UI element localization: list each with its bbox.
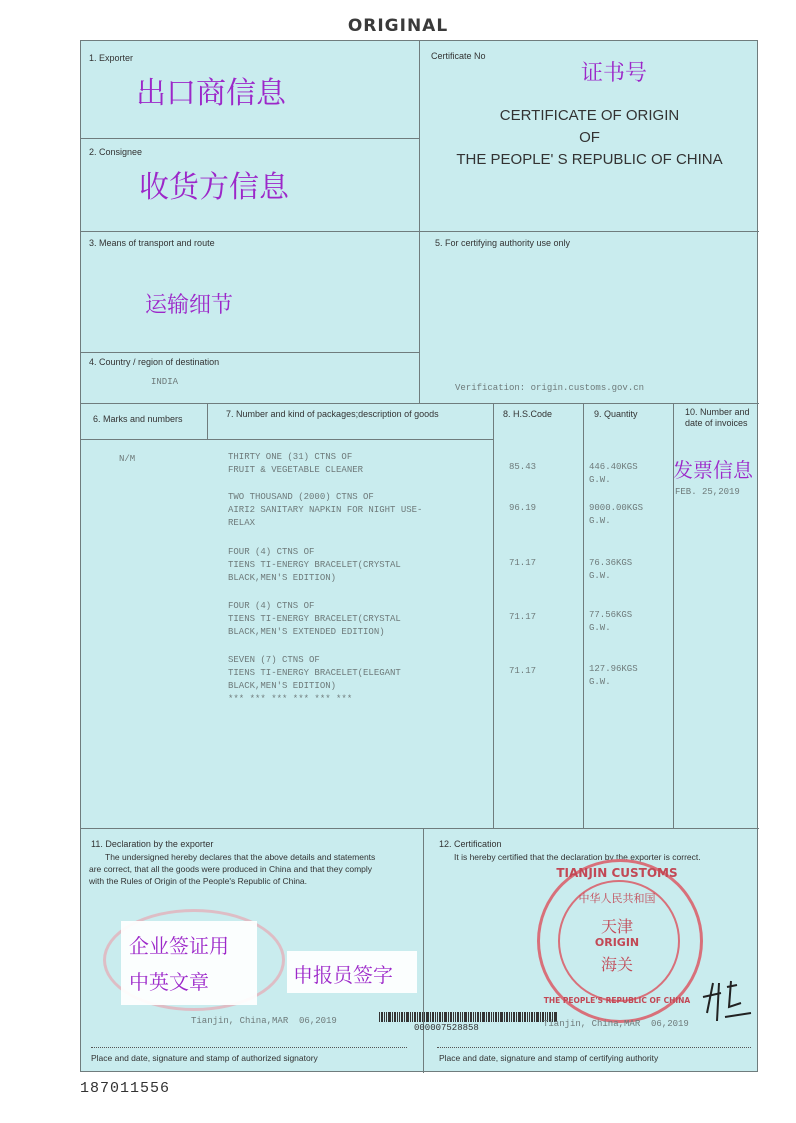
divider (81, 828, 759, 829)
hs-code: 71.17 (509, 558, 537, 568)
goods-description-line: BLACK,MEN'S EXTENDED EDITION) (228, 627, 385, 637)
description-header: 7. Number and kind of packages;description of goods (226, 409, 439, 419)
quantity-value: 76.36KGS (589, 558, 633, 568)
consignee-overlay: 收货方信息 (139, 170, 289, 205)
declaration-footer: Place and date, signature and stamp of authorized signatory (91, 1053, 318, 1063)
certificate-no-label: Certificate No (431, 51, 486, 61)
signature-line (91, 1047, 407, 1048)
goods-description-line: TWO THOUSAND (2000) CTNS OF (228, 492, 374, 502)
exporter-overlay: 出口商信息 (136, 76, 286, 111)
divider (419, 41, 420, 404)
invoice-overlay: 发票信息 (673, 458, 753, 482)
destination-label: 4. Country / region of destination (89, 357, 220, 367)
certificate-title-line1: CERTIFICATE OF ORIGIN (499, 107, 680, 124)
goods-description-line: SEVEN (7) CTNS OF (228, 655, 320, 665)
hs-code: 85.43 (509, 462, 537, 472)
divider (81, 231, 759, 232)
destination-value: INDIA (151, 377, 179, 387)
goods-description-line: TIENS TI-ENERGY BRACELET(ELEGANT (228, 668, 401, 678)
divider (81, 439, 207, 440)
declaration-text: The undersigned hereby declares that the above details and statements (105, 852, 376, 862)
end-marker: *** *** *** *** *** *** (228, 694, 353, 704)
document-serial-number: 187011556 (80, 1080, 171, 1097)
declaration-place-date: Tianjin, China,MAR 06,2019 (191, 1016, 337, 1026)
declarant-signature-overlay: 申报员签字 (293, 963, 393, 987)
customs-stamp-city: 天津 (600, 917, 633, 936)
certification-text: It is hereby certified that the declaration by the exporter is correct. (454, 852, 701, 862)
transport-label: 3. Means of transport and route (89, 238, 215, 248)
customs-stamp-cn-top: 中华人民共和国 (578, 892, 656, 905)
goods-description-line: THIRTY ONE (31) CTNS OF (228, 452, 353, 462)
document-title: ORIGINAL (347, 16, 449, 36)
declaration-label: 11. Declaration by the exporter (91, 839, 214, 849)
goods-description-line: BLACK,MEN'S EDITION) (228, 573, 337, 583)
declaration-text: are correct, that all the goods were produced in China and that they comply (89, 864, 373, 874)
quantity-value: 127.96KGS (589, 664, 638, 674)
quantity-unit: G.W. (589, 475, 611, 485)
signature-line (437, 1047, 751, 1048)
verification-text: Verification: origin.customs.gov.cn (455, 383, 645, 393)
quantity-unit: G.W. (589, 516, 611, 526)
customs-stamp-origin: ORIGIN (594, 936, 640, 949)
quantity-value: 9000.00KGS (589, 503, 644, 513)
hs-header: 8. H.S.Code (503, 409, 553, 419)
certifying-label: 5. For certifying authority use only (435, 238, 571, 248)
divider (583, 403, 584, 828)
goods-description-line: TIENS TI-ENERGY BRACELET(CRYSTAL (228, 614, 401, 624)
customs-stamp-customs: 海关 (600, 955, 633, 974)
exporter-label: 1. Exporter (89, 53, 134, 63)
goods-description-line: BLACK,MEN'S EDITION) (228, 681, 337, 691)
quantity-header: 9. Quantity (594, 409, 638, 419)
marks-value: N/M (119, 454, 136, 464)
invoice-date: FEB. 25,2019 (675, 487, 740, 497)
goods-description-line: FOUR (4) CTNS OF (228, 601, 315, 611)
divider (207, 403, 208, 439)
barcode (379, 1012, 558, 1022)
divider (207, 439, 493, 440)
invoice-header: 10. Number and date of invoices (685, 407, 750, 428)
transport-overlay: 运输细节 (145, 293, 234, 318)
marks-header: 6. Marks and numbers (93, 414, 183, 424)
goods-description-line: AIRI2 SANITARY NAPKIN FOR NIGHT USE- (228, 505, 423, 515)
quantity-unit: G.W. (589, 677, 611, 687)
goods-description-line: TIENS TI-ENERGY BRACELET(CRYSTAL (228, 560, 401, 570)
goods-description-line: RELAX (228, 518, 256, 528)
company-stamp-overlay: 企业签证用 (129, 934, 229, 958)
customs-stamp-side-text: THE PEOPLE'S REPUBLIC OF CHINA (543, 996, 691, 1005)
company-stamp-overlay: 中英文章 (129, 970, 209, 994)
certificate-no-overlay: 证书号 (581, 61, 648, 86)
certification-place-date: Tianjin, China,MAR 06,2019 (543, 1019, 689, 1029)
declaration-text: with the Rules of Origin of the People's Republic of China. (89, 876, 308, 886)
certification-label: 12. Certification (439, 839, 502, 849)
customs-stamp-top-text: TIANJIN CUSTOMS (556, 866, 678, 880)
goods-description-line: FOUR (4) CTNS OF (228, 547, 315, 557)
certificate-title-line3: THE PEOPLE' S REPUBLIC OF CHINA (456, 151, 723, 168)
goods-description-line: FRUIT & VEGETABLE CLEANER (228, 465, 364, 475)
customs-stamp (537, 859, 703, 1023)
certificate-title-line2: OF (579, 129, 600, 146)
certification-footer: Place and date, signature and stamp of certifying authority (439, 1053, 659, 1063)
quantity-unit: G.W. (589, 623, 611, 633)
barcode-number: 000007528858 (414, 1023, 479, 1033)
divider (81, 138, 419, 139)
divider (81, 352, 419, 353)
quantity-value: 77.56KGS (589, 610, 633, 620)
divider (493, 403, 494, 828)
consignee-label: 2. Consignee (89, 147, 143, 157)
certificate-form (80, 40, 758, 1072)
signature-mark (697, 973, 755, 1031)
hs-code: 71.17 (509, 612, 537, 622)
hs-code: 71.17 (509, 666, 537, 676)
quantity-value: 446.40KGS (589, 462, 638, 472)
quantity-unit: G.W. (589, 571, 611, 581)
divider (423, 828, 424, 1073)
hs-code: 96.19 (509, 503, 537, 513)
divider (81, 403, 759, 404)
